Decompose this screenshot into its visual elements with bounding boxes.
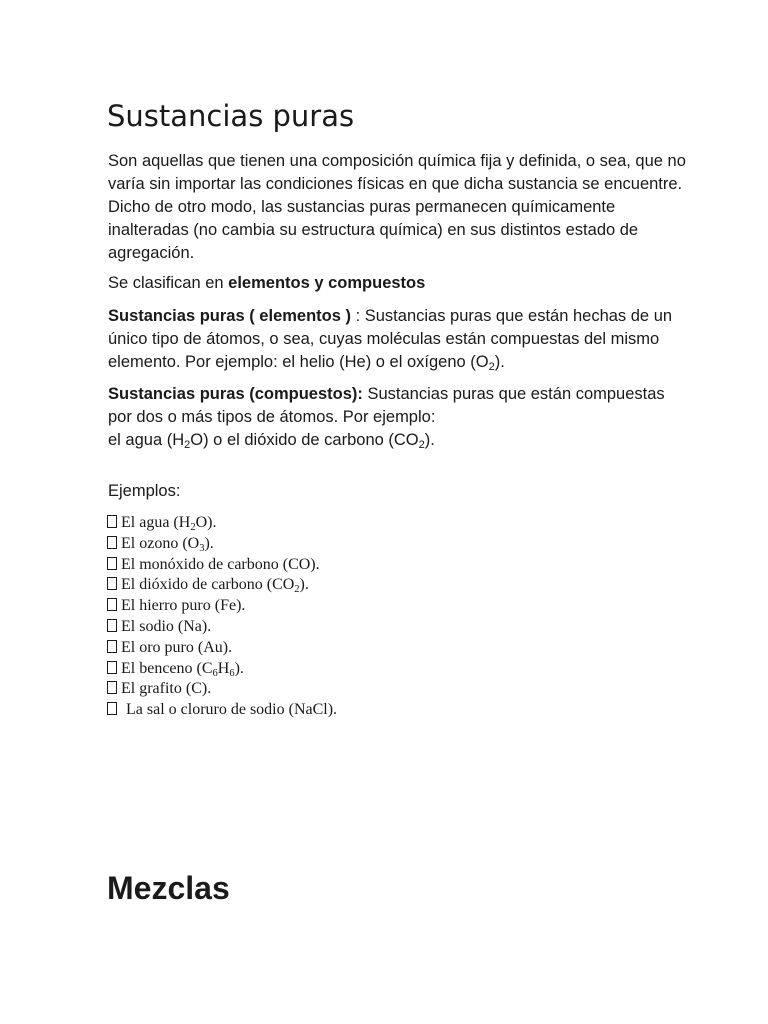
- bullet-box-icon: [107, 536, 117, 549]
- compuestos-text: Sustancias puras que están compuestas por dos o más tipos de átomos. Por ejemplo:: [108, 385, 665, 426]
- intro-paragraph: Son aquellas que tienen una composición química fija y definida, o sea, que no varía sin importar las condiciones físicas en que dicha sustancia se encuentre. Dicho de otro modo, las sustancias puras permanecen químicamente inalteradas (no cambia su estructura química) en sus distintos estado de agregación.: [108, 152, 686, 262]
- elementos-subscript: 2: [488, 361, 495, 373]
- classification-prefix: Se clasifican en: [108, 274, 229, 292]
- elementos-end: ).: [494, 353, 505, 371]
- classification-bold: elementos y compuestos: [228, 274, 426, 292]
- page-title: Sustancias puras: [107, 99, 355, 133]
- elementos-text: : Sustancias puras que están hechas de un único tipo de átomos, o sea, cuyas moléculas están compuestas del mismo elemento. Por ejemplo: el helio (He) o el oxígeno (O: [108, 307, 673, 371]
- bullet-box-icon: [107, 640, 117, 653]
- bullet-box-icon: [107, 681, 117, 694]
- section-heading-mezclas: Mezclas: [107, 870, 230, 906]
- compuestos-line2-b: O) o el dióxido de carbono (CO: [190, 431, 419, 449]
- bullet-box-icon: [107, 577, 117, 590]
- elementos-paragraph: [108, 305, 688, 374]
- classification-paragraph: [108, 272, 688, 295]
- list-item: La sal o cloruro de sodio (NaCl).: [107, 700, 337, 721]
- bullet-box-icon: [107, 598, 117, 611]
- compuestos-line2-a: el agua (H: [108, 431, 185, 449]
- elementos-heading: Sustancias puras ( elementos ): [108, 307, 351, 325]
- list-item: El agua $(H_2O)$.: [107, 513, 337, 534]
- compuestos-line2-sub1: 2: [184, 439, 191, 451]
- list-item: El dióxido de carbono $(CO_2)$.: [107, 575, 337, 596]
- compuestos-paragraph: [108, 383, 688, 452]
- bullet-box-icon: [107, 515, 117, 528]
- bullet-box-icon: [107, 702, 117, 715]
- bullet-box-icon: [107, 661, 117, 674]
- bullet-box-icon: [107, 557, 117, 570]
- examples-label: Ejemplos:: [108, 482, 181, 500]
- list-item: El sodio (Na).: [107, 617, 337, 638]
- list-item: El monóxido de carbono (CO).: [107, 555, 337, 576]
- list-item: El ozono $(O_3)$.: [107, 534, 337, 555]
- compuestos-line2-sub2: 2: [418, 439, 425, 451]
- bullet-box-icon: [107, 619, 117, 632]
- compuestos-line2-c: ).: [424, 431, 435, 449]
- list-item: El oro puro (Au).: [107, 638, 337, 659]
- list-item: El benceno $(C_6H_6)$.: [107, 659, 337, 680]
- list-item: El grafito (C).: [107, 679, 337, 700]
- compuestos-heading: Sustancias puras (compuestos):: [108, 385, 363, 403]
- list-item: El hierro puro (Fe).: [107, 596, 337, 617]
- examples-list: [107, 513, 337, 721]
